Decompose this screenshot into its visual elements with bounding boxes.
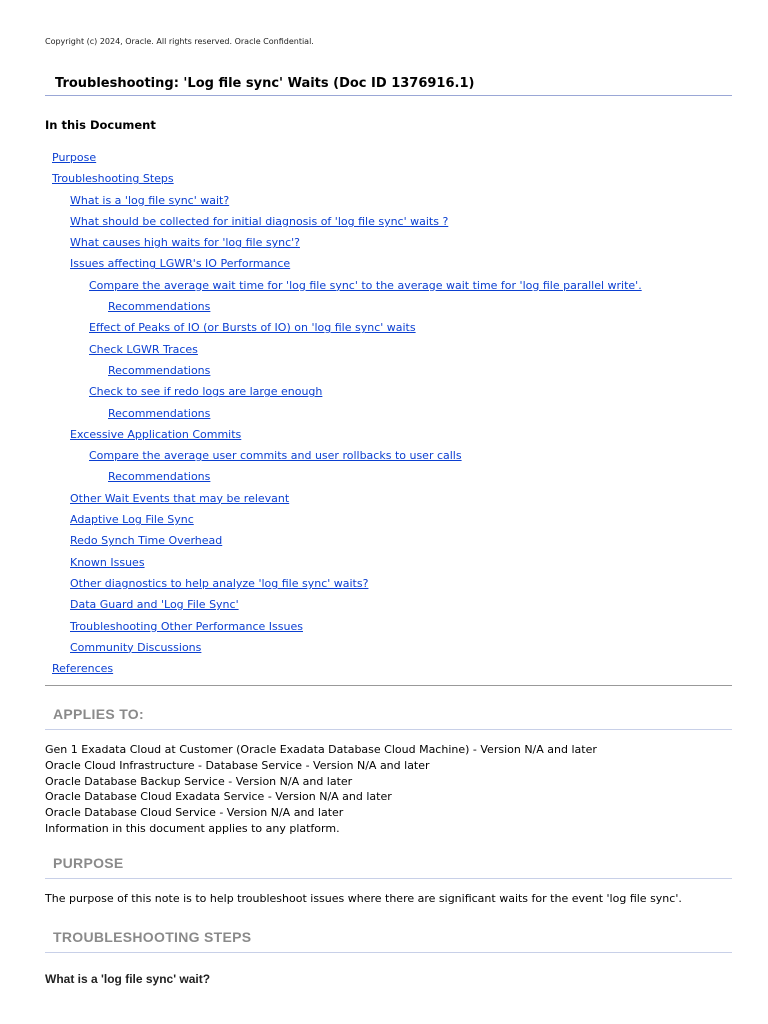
toc-item — [52, 296, 742, 317]
toc-item — [52, 530, 742, 551]
toc-item — [52, 616, 742, 637]
toc-link[interactable]: Redo Synch Time Overhead — [70, 534, 223, 548]
toc-item — [52, 317, 742, 338]
toc-link[interactable]: What should be collected for initial diagnosis of 'log file sync' waits ? — [70, 214, 449, 228]
toc-item — [52, 339, 742, 360]
toc-link[interactable]: What causes high waits for 'log file sync'? — [70, 236, 300, 250]
toc-link[interactable]: Recommendations — [108, 406, 211, 420]
toc-link[interactable]: References — [52, 662, 114, 676]
toc-link[interactable]: Compare the average user commits and user rollbacks to user calls — [89, 449, 462, 463]
toc-item — [52, 509, 742, 530]
toc-item — [52, 275, 742, 296]
toc-item — [52, 445, 742, 466]
applies-to-line: Gen 1 Exadata Cloud at Customer (Oracle Exadata Database Cloud Machine) - Version N/A and later — [45, 743, 597, 756]
toc-heading: In this Document — [45, 118, 156, 132]
toc-link[interactable]: Recommendations — [108, 300, 211, 314]
toc-link[interactable]: What is a 'log file sync' wait? — [70, 193, 230, 207]
applies-to-list — [45, 742, 597, 837]
table-of-contents — [52, 147, 742, 679]
toc-item — [52, 168, 742, 189]
troubleshooting-heading: TROUBLESHOOTING STEPS — [53, 929, 252, 945]
toc-link[interactable]: Recommendations — [108, 363, 211, 377]
toc-link[interactable]: Data Guard and 'Log File Sync' — [70, 598, 239, 612]
purpose-underline — [45, 878, 732, 879]
toc-item — [52, 658, 742, 679]
log-file-sync-subheading: What is a 'log file sync' wait? — [45, 972, 211, 986]
applies-to-line: Oracle Cloud Infrastructure - Database Service - Version N/A and later — [45, 758, 430, 772]
toc-link[interactable]: Other Wait Events that may be relevant — [70, 491, 290, 505]
toc-item — [52, 573, 742, 594]
toc-item — [52, 147, 742, 168]
toc-item — [52, 190, 742, 211]
toc-item — [52, 211, 742, 232]
toc-item — [52, 594, 742, 615]
toc-link[interactable]: Adaptive Log File Sync — [70, 513, 194, 527]
document-title: Troubleshooting: 'Log file sync' Waits (Doc ID 1376916.1) — [45, 76, 732, 96]
toc-link[interactable]: Effect of Peaks of IO (or Bursts of IO) on 'log file sync' waits — [89, 321, 416, 335]
applies-to-line: Oracle Database Cloud Service - Version N/A and later — [45, 806, 344, 820]
toc-item — [52, 381, 742, 402]
troubleshooting-underline — [45, 952, 732, 953]
purpose-text: The purpose of this note is to help troubleshoot issues where there are significant waits for the event 'log file sync'. — [45, 892, 682, 905]
toc-item — [52, 466, 742, 487]
toc-link[interactable]: Check to see if redo logs are large enough — [89, 385, 323, 399]
toc-link[interactable]: Troubleshooting Steps — [52, 172, 174, 186]
toc-divider — [45, 685, 732, 686]
applies-to-line: Information in this document applies to any platform. — [45, 821, 340, 835]
purpose-heading: PURPOSE — [53, 855, 124, 871]
toc-link[interactable]: Known Issues — [70, 555, 145, 569]
toc-item — [52, 232, 742, 253]
applies-to-line: Oracle Database Cloud Exadata Service - Version N/A and later — [45, 790, 392, 804]
copyright-notice: Copyright (c) 2024, Oracle. All rights reserved. Oracle Confidential. — [45, 37, 314, 46]
toc-item — [52, 552, 742, 573]
toc-link[interactable]: Purpose — [52, 151, 97, 164]
toc-link[interactable]: Issues affecting LGWR's IO Performance — [70, 257, 291, 271]
applies-to-underline — [45, 729, 732, 730]
toc-link[interactable]: Compare the average wait time for 'log file sync' to the average wait time for 'log file parallel write'. — [89, 278, 642, 292]
toc-link[interactable]: Excessive Application Commits — [70, 427, 242, 441]
toc-link[interactable]: Check LGWR Traces — [89, 342, 198, 356]
toc-item — [52, 360, 742, 381]
toc-link[interactable]: Community Discussions — [70, 640, 202, 654]
toc-item — [52, 424, 742, 445]
applies-to-heading: APPLIES TO: — [53, 706, 144, 722]
toc-item — [52, 637, 742, 658]
toc-item — [52, 253, 742, 274]
toc-item — [52, 488, 742, 509]
applies-to-line: Oracle Database Backup Service - Version N/A and later — [45, 774, 353, 788]
toc-link[interactable]: Troubleshooting Other Performance Issues — [70, 619, 303, 633]
toc-item — [52, 403, 742, 424]
toc-link[interactable]: Other diagnostics to help analyze 'log file sync' waits? — [70, 576, 369, 590]
toc-link[interactable]: Recommendations — [108, 470, 211, 484]
